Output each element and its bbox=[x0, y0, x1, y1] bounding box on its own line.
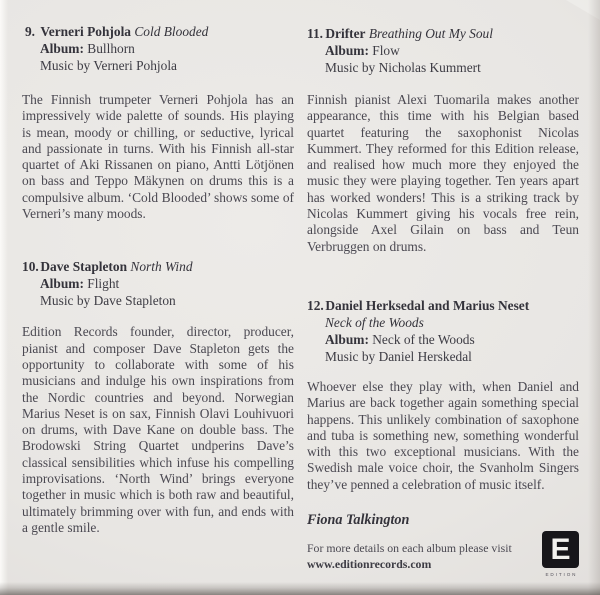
album-name: Neck of the Woods bbox=[372, 331, 475, 347]
page-right-shadow bbox=[588, 0, 600, 595]
album-label: Album: bbox=[325, 43, 369, 58]
edition-logo-wordmark: EDITION bbox=[545, 572, 578, 577]
track-album-line bbox=[325, 42, 579, 59]
edition-logo-letter: E bbox=[550, 532, 571, 566]
track-artist: Verneri Pohjola bbox=[40, 24, 131, 39]
album-name: Flow bbox=[372, 43, 400, 58]
album-name: Bullhorn bbox=[87, 41, 135, 56]
album-label: Album: bbox=[40, 276, 84, 292]
track-credit: Music by Daniel Herskedal bbox=[325, 348, 472, 364]
edition-records-logo bbox=[542, 531, 579, 577]
track-description: Finnish pianist Alexi Tuomarila makes another appearance, this time with his Belgian based quartet featuring the saxophonist Nicolas Kummert. They reformed for this Edition release, and realised how much more they enjoyed the music they were playing together. Ten years apart has worked wonders! This is a striking track by Nicolas Kummert giving his vocals free rein, alongside Axel Gilain on bass and Teun Verbruggen on drums. bbox=[307, 92, 579, 254]
track-entry-11 bbox=[307, 25, 579, 76]
track-number: 9. bbox=[24, 24, 35, 39]
album-label: Album: bbox=[325, 331, 369, 347]
track-number: 11. bbox=[307, 26, 323, 41]
track-title: North Wind bbox=[130, 259, 193, 275]
track-credit: Music by Nicholas Kummert bbox=[325, 60, 481, 75]
right-column bbox=[307, 20, 579, 572]
page-bottom-shadow bbox=[0, 582, 600, 595]
track-credit: Music by Dave Stapleton bbox=[40, 293, 176, 309]
track-credit: Music by Verneri Pohjola bbox=[40, 58, 177, 73]
track-heading bbox=[307, 25, 579, 42]
track-entry-9 bbox=[22, 23, 294, 74]
track-entry-10 bbox=[22, 258, 294, 309]
track-artist: Dave Stapleton bbox=[40, 259, 128, 275]
track-artist: Daniel Herksedal and Marius Neset bbox=[325, 297, 530, 313]
track-description: Edition Records founder, director, producer, pianist and composer Dave Stapleton gets the opportunity to collaborate with some of his musicians and indulge his own inspirations from the Nordic countries and beyond. Norwegian Marius Neset is on sax, Finnish Olavi Louhivuori on drums, with Dave Kane on double bass. The Brodowski String Quartet undperins Dave’s classical sensibilities which infuse his compelling improvisations. ‘North Wind’ brings everyone together in music which is both raw and beautiful, ultimately brimming over with fun, and ends with a gentle smile. bbox=[22, 324, 294, 535]
track-number: 12. bbox=[307, 297, 324, 313]
track-album-line bbox=[40, 275, 294, 292]
track-number: 10. bbox=[22, 259, 39, 275]
track-title: Breathing Out My Soul bbox=[368, 26, 493, 41]
track-heading bbox=[22, 258, 294, 275]
author-signature: Fiona Talkington bbox=[307, 512, 410, 529]
track-entry-12 bbox=[307, 297, 579, 365]
track-description: Whoever else they play with, when Daniel and Marius are back together again something special happens. This unlikely combination of saxophone and tuba is something new, something wonderful with this two exceptional musicians. With the Swedish male voice choir, the Svanholm Singers they’ve penned a celebration of music itself. bbox=[307, 378, 579, 492]
album-name: Flight bbox=[87, 276, 120, 292]
track-title: Neck of the Woods bbox=[325, 314, 424, 330]
track-album-line bbox=[325, 331, 579, 348]
track-heading bbox=[24, 23, 294, 40]
edition-logo-icon bbox=[542, 531, 579, 568]
track-album-line bbox=[40, 40, 294, 57]
track-artist: Drifter bbox=[325, 26, 366, 41]
track-description: The Finnish trumpeter Verneri Pohjola has an impressively wide palette of sounds. His playing is mean, moody or chilling, or seductive, lyrical and passionate in turns. With his Finnish all-star quartet of Aki Rissanen on piano, Antti Lötjönen on bass and Teppo Mäkynen on drums this is a compulsive album. ‘Cold Blooded’ shows some of Verneri’s many moods. bbox=[22, 92, 294, 222]
footer-note-line1: For more details on each album please visit bbox=[307, 541, 512, 556]
track-title: Cold Blooded bbox=[134, 24, 209, 39]
left-column bbox=[22, 20, 294, 572]
footer-website: www.editionrecords.com bbox=[307, 556, 432, 571]
track-heading bbox=[307, 297, 579, 314]
album-label: Album: bbox=[40, 41, 84, 56]
footer-note bbox=[307, 541, 579, 572]
